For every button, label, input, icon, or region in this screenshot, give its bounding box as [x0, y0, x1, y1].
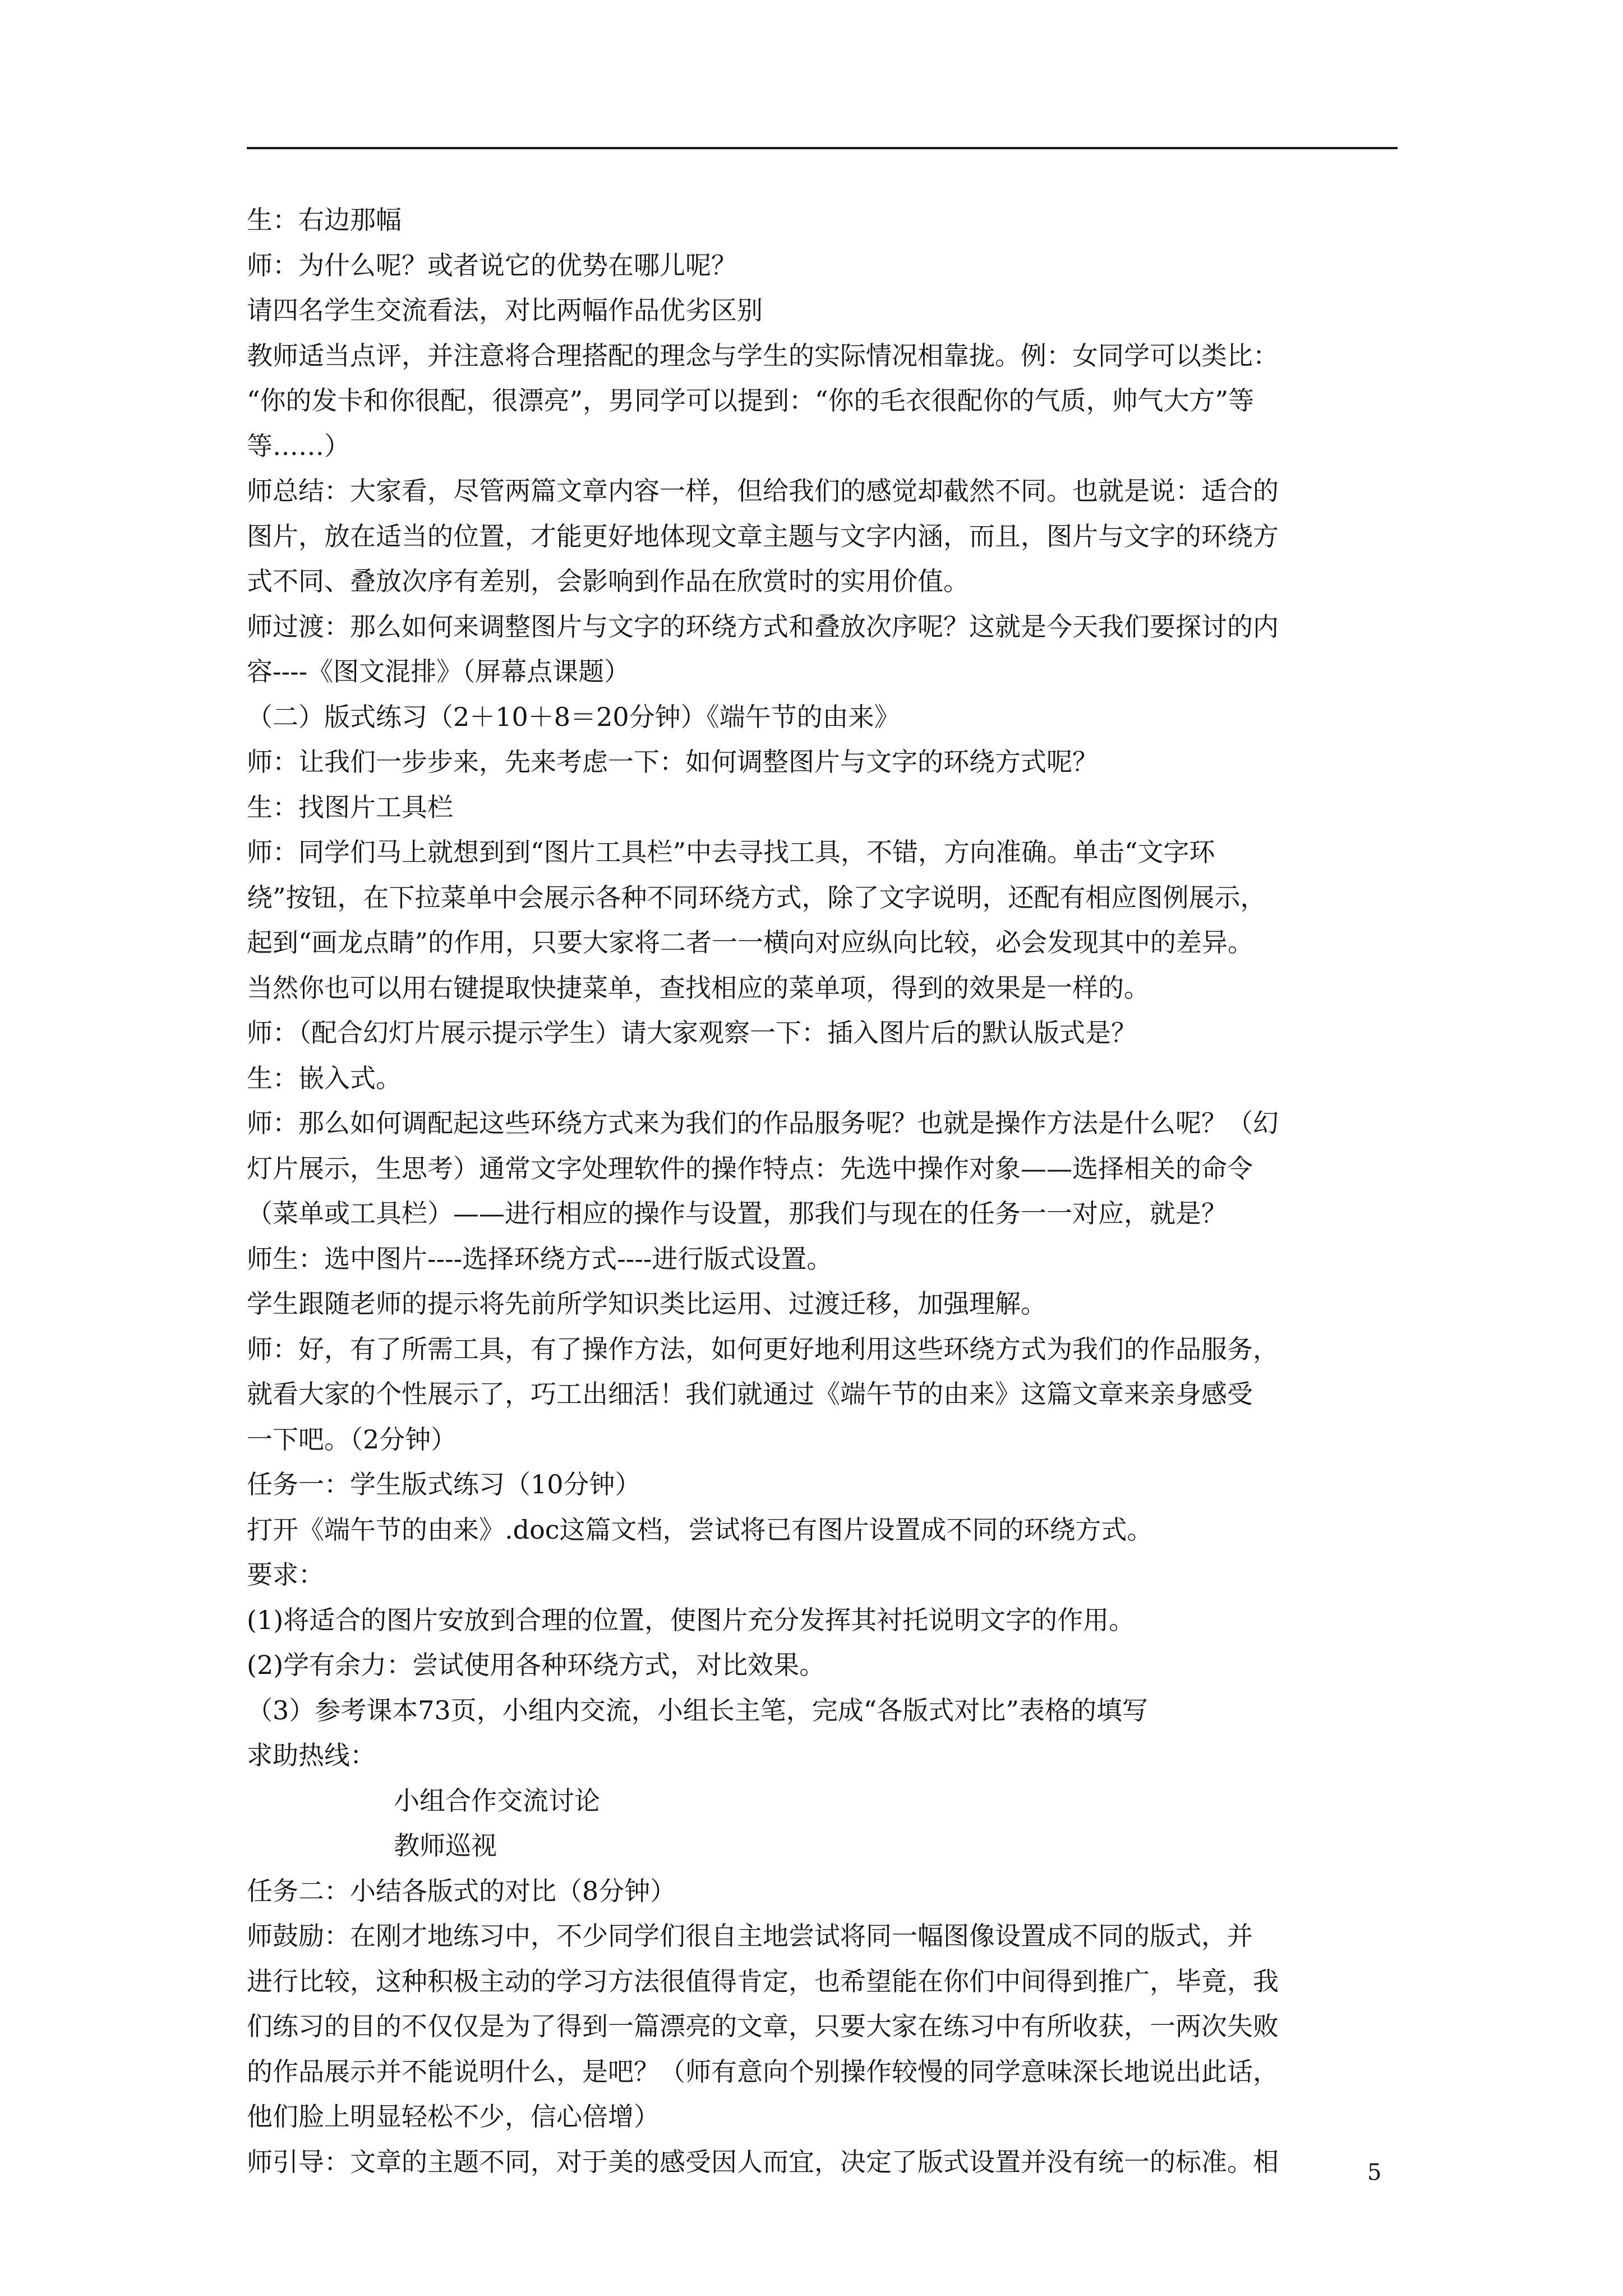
text-line: 教师适当点评，并注意将合理搭配的理念与学生的实际情况相靠拢。例：女同学可以类比： — [247, 340, 1279, 371]
text-line: 绕”按钮，在下拉菜单中会展示各种不同环绕方式，除了文字说明，还配有相应图例展示， — [247, 882, 1266, 913]
text-line: 师：那么如何调配起这些环绕方式来为我们的作品服务呢？也就是操作方法是什么呢？（幻 — [247, 1108, 1279, 1138]
requirement-item: (2)学有余力：尝试使用各种环绕方式，对比效果。 — [247, 1650, 826, 1680]
text-line: 等……） — [247, 430, 350, 461]
page-number: 5 — [1367, 2160, 1382, 2185]
text-line: 他们脸上明显轻松不少，信心倍增） — [247, 2101, 660, 2132]
text-line: 打开《端午节的由来》.doc这篇文档，尝试将已有图片设置成不同的环绕方式。 — [247, 1514, 1153, 1545]
document-body — [247, 197, 1398, 2184]
text-line: 要求： — [247, 1559, 324, 1590]
indented-line: 小组合作交流讨论 — [394, 1785, 600, 1816]
text-line: 师总结：大家看，尽管两篇文章内容一样，但给我们的感觉却截然不同。也就是说：适合的 — [247, 476, 1279, 506]
text-line: 师生：选中图片----选择环绕方式----进行版式设置。 — [247, 1243, 833, 1274]
text-line: 请四名学生交流看法，对比两幅作品优劣区别 — [247, 295, 763, 325]
text-line: （菜单或工具栏）——进行相应的操作与设置，那我们与现在的任务一一对应，就是？ — [247, 1198, 1227, 1228]
text-line: 们练习的目的不仅仅是为了得到一篇漂亮的文章，只要大家在练习中有所收获，一两次失败 — [247, 2011, 1279, 2041]
text-line: 师：让我们一步步来，先来考虑一下：如何调整图片与文字的环绕方式呢？ — [247, 747, 1098, 777]
text-line: “你的发卡和你很配，很漂亮”，男同学可以提到：“你的毛衣很配你的气质，帅气大方”等 — [247, 385, 1255, 416]
indented-line: 教师巡视 — [394, 1830, 497, 1861]
text-line: 生：右边那幅 — [247, 205, 402, 235]
section-heading: （二）版式练习（2＋10＋8＝20分钟）《端午节的由来》 — [247, 701, 900, 732]
text-line: 灯片展示，生思考）通常文字处理软件的操作特点：先选中操作对象——选择相关的命令 — [247, 1153, 1253, 1184]
text-line: 师引导：文章的主题不同，对于美的感受因人而宜，决定了版式设置并没有统一的标准。相 — [247, 2146, 1279, 2177]
requirement-item: （3）参考课本73页，小组内交流，小组长主笔，完成“各版式对比”表格的填写 — [247, 1695, 1148, 1726]
text-line: 求助热线： — [247, 1740, 376, 1770]
task-heading: 任务二：小结各版式的对比（8分钟） — [247, 1875, 676, 1906]
text-line: 师：（配合幻灯片展示提示学生）请大家观察一下：插入图片后的默认版式是？ — [247, 1018, 1137, 1048]
text-line: 当然你也可以用右键提取快捷菜单，查找相应的菜单项，得到的效果是一样的。 — [247, 972, 1150, 1003]
text-line: 容----《图文混排》（屏幕点课题） — [247, 656, 630, 687]
text-line: 起到“画龙点睛”的作用，只要大家将二者一一横向对应纵向比较，必会发现其中的差异。 — [247, 927, 1254, 958]
text-line: 的作品展示并不能说明什么，是吧？（师有意向个别操作较慢的同学意味深长地说出此话， — [247, 2056, 1279, 2087]
header-rule — [247, 147, 1398, 149]
text-line: 师：好，有了所需工具，有了操作方法，如何更好地利用这些环绕方式为我们的作品服务， — [247, 1333, 1279, 1364]
text-line: 图片，放在适当的位置，才能更好地体现文章主题与文字内涵，而且，图片与文字的环绕方 — [247, 521, 1279, 551]
text-line: 生：嵌入式。 — [247, 1062, 402, 1093]
text-line: 式不同、叠放次序有差别，会影响到作品在欣赏时的实用价值。 — [247, 566, 969, 596]
text-line: 就看大家的个性展示了，巧工出细活！我们就通过《端午节的由来》这篇文章来亲身感受 — [247, 1379, 1253, 1409]
text-line: 进行比较，这种积极主动的学习方法很值得肯定，也希望能在你们中间得到推广，毕竟，我 — [247, 1966, 1279, 1996]
text-line: 师过渡：那么如何来调整图片与文字的环绕方式和叠放次序呢？这就是今天我们要探讨的内 — [247, 611, 1279, 642]
task-heading: 任务一：学生版式练习（10分钟） — [247, 1469, 641, 1499]
text-line: 学生跟随老师的提示将先前所学知识类比运用、过渡迁移，加强理解。 — [247, 1289, 1046, 1319]
text-line: 一下吧。（2分钟） — [247, 1424, 457, 1455]
text-line: 师鼓励：在刚才地练习中，不少同学们很自主地尝试将同一幅图像设置成不同的版式，并 — [247, 1921, 1253, 1951]
text-line: 师：同学们马上就想到到“图片工具栏”中去寻找工具，不错，方向准确。单击“文字环 — [247, 837, 1215, 867]
text-line: 生：找图片工具栏 — [247, 792, 453, 822]
requirement-item: (1)将适合的图片安放到合理的位置，使图片充分发挥其衬托说明文字的作用。 — [247, 1604, 1135, 1635]
text-line: 师：为什么呢？或者说它的优势在哪儿呢？ — [247, 250, 737, 280]
